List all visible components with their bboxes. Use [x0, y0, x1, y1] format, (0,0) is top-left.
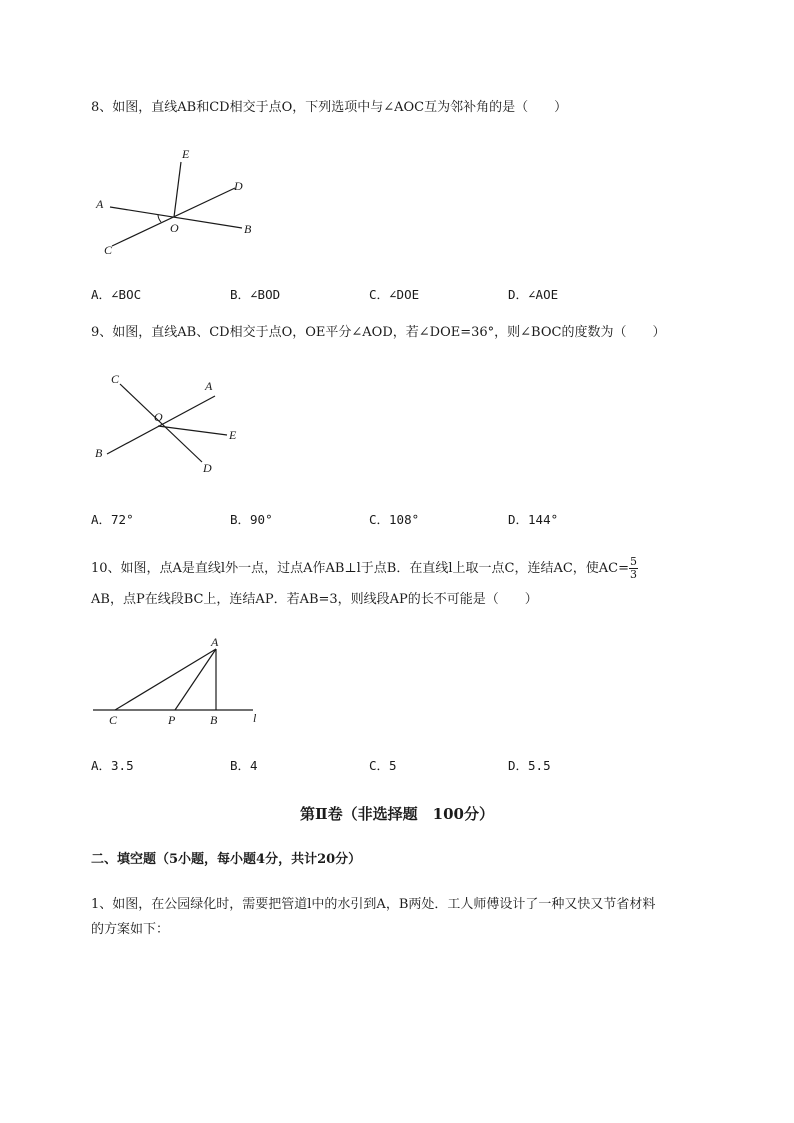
q9-figure: [90, 368, 250, 478]
q10-stem-part2: AB，点P在线段BC上，连结AP．若AB=3，则线段AP的长不可能是（ ）: [91, 592, 538, 607]
q9-label-A: A: [205, 379, 213, 393]
q8-option-a: A．∠BOC: [91, 287, 142, 302]
section-subtitle: 二、填空题（5小题，每小题4分，共计20分）: [91, 852, 362, 867]
q8-option-c: C．∠DOE: [369, 287, 420, 302]
q8-label-C: C: [104, 243, 113, 257]
q8-label-E: E: [182, 147, 190, 161]
q9-option-b: B．90°: [230, 512, 273, 527]
q10-stem-part1: 10、如图，点A是直线l外一点，过点A作AB⊥l于点B．在直线l上取一点C，连结AC，使AC=: [91, 561, 630, 576]
q10-fraction-denominator: 3: [630, 568, 638, 581]
q9-label-E: E: [229, 428, 237, 442]
q10-label-B: B: [210, 713, 218, 727]
q10-fraction-numerator: 5: [630, 555, 638, 568]
q10-label-P: P: [168, 713, 176, 727]
q8-figure: [90, 140, 270, 260]
q10-option-a: A．3.5: [91, 758, 134, 773]
q8-label-O: O: [170, 221, 179, 235]
q10-label-l: l: [253, 711, 257, 725]
q8-option-b: B．∠BOD: [230, 287, 281, 302]
fill1-line2: 的方案如下：: [91, 922, 170, 937]
section-title: 第Ⅱ卷（非选择题 100分）: [300, 805, 494, 823]
q9-label-O: O: [154, 410, 163, 424]
q9-label-B: B: [95, 446, 103, 460]
q10-figure: [90, 632, 270, 732]
q9-option-c: C．108°: [369, 512, 420, 527]
fill1-line1: 1、如图，在公园绿化时，需要把管道l中的水引到A，B两处．工人师傅设计了一种又快又节省材料: [91, 897, 656, 912]
q9-option-d: D．144°: [508, 512, 559, 527]
q10-option-c: C．5: [369, 758, 397, 773]
q8-stem: 8、如图，直线AB和CD相交于点O，下列选项中与∠AOC互为邻补角的是（ ）: [91, 100, 568, 115]
q9-label-D: D: [203, 461, 212, 475]
q10-stem-line1: [91, 556, 638, 581]
q10-option-d: D．5.5: [508, 758, 551, 773]
q8-option-d: D．∠AOE: [508, 287, 559, 302]
q8-label-D: D: [234, 179, 243, 193]
q10-fraction: [629, 556, 638, 581]
q8-label-B: B: [244, 222, 252, 236]
q8-label-A: A: [96, 197, 104, 211]
q9-option-a: A．72°: [91, 512, 134, 527]
q9-stem: 9、如图，直线AB、CD相交于点O，OE平分∠AOD，若∠DOE=36°，则∠BOC的度数为（ ）: [91, 325, 666, 340]
q9-label-C: C: [111, 372, 120, 386]
q10-option-b: B．4: [230, 758, 258, 773]
q10-label-C: C: [109, 713, 118, 727]
q10-label-A: A: [211, 635, 219, 649]
